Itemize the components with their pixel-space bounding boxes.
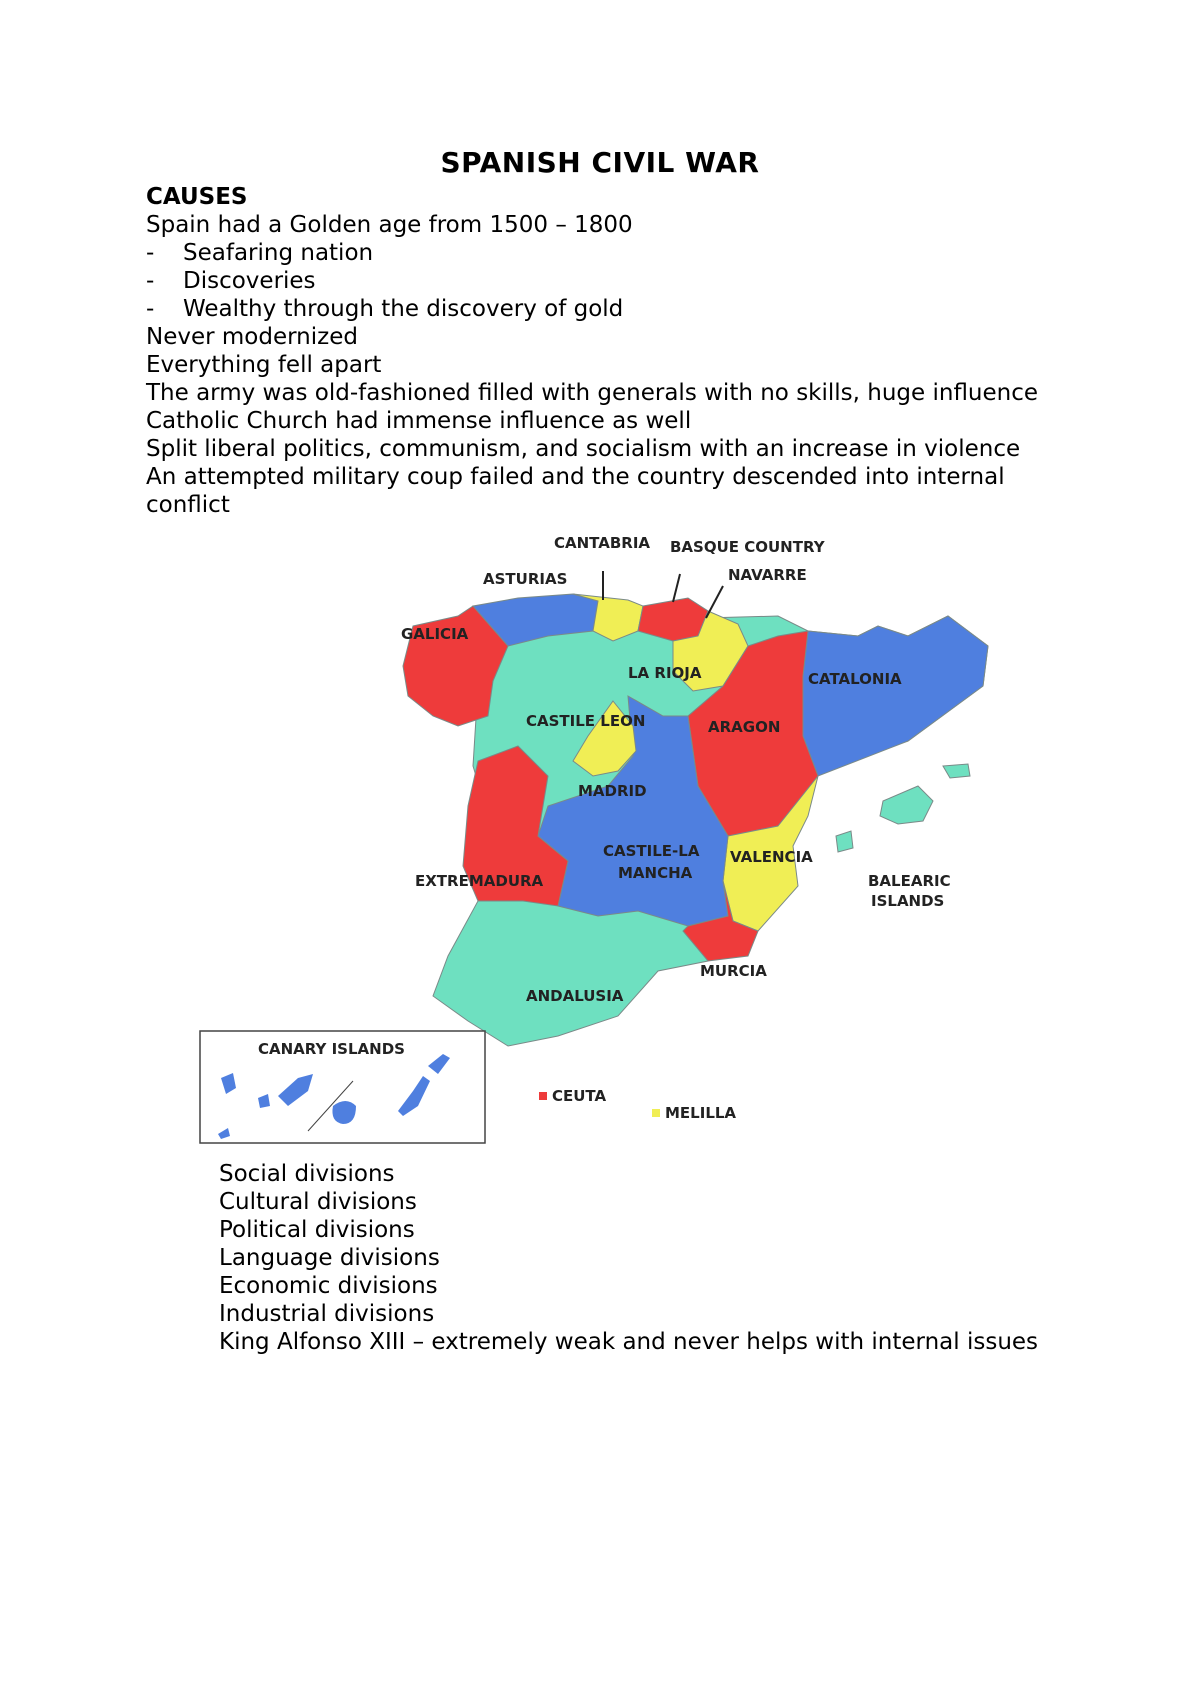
- region-catalonia: [803, 616, 988, 776]
- balearic-ibiza: [836, 831, 853, 852]
- bullet-item: - Seafaring nation: [146, 240, 374, 266]
- label-extremadura: EXTREMADURA: [415, 872, 544, 890]
- label-la-rioja: LA RIOJA: [628, 664, 702, 682]
- label-balearic-2: ISLANDS: [871, 892, 945, 910]
- label-castile-la-mancha-2: MANCHA: [618, 864, 693, 882]
- label-madrid: MADRID: [578, 782, 647, 800]
- label-melilla: MELILLA: [665, 1104, 737, 1122]
- cause-line: Everything fell apart: [146, 352, 382, 378]
- label-galicia: GALICIA: [401, 625, 469, 643]
- bullet-text: Seafaring nation: [183, 240, 374, 266]
- label-catalonia: CATALONIA: [808, 670, 902, 688]
- division-line: King Alfonso XIII – extremely weak and never helps with internal issues: [219, 1329, 1039, 1355]
- cause-line: Split liberal politics, communism, and socialism with an increase in violence: [146, 436, 1021, 462]
- page-title: SPANISH CIVIL WAR: [440, 146, 760, 179]
- melilla-marker: [652, 1109, 660, 1117]
- label-andalusia: ANDALUSIA: [526, 987, 624, 1005]
- label-castile-leon: CASTILE LEON: [526, 712, 646, 730]
- label-canary-islands: CANARY ISLANDS: [258, 1040, 405, 1058]
- causes-heading: CAUSES: [146, 184, 248, 210]
- bullet-text: Discoveries: [183, 268, 316, 294]
- division-line: Economic divisions: [219, 1273, 438, 1299]
- label-cantabria: CANTABRIA: [554, 534, 651, 552]
- division-line: Language divisions: [219, 1245, 440, 1271]
- bullet-item: - Wealthy through the discovery of gold: [146, 296, 624, 322]
- cause-line: Catholic Church had immense influence as well: [146, 408, 692, 434]
- ceuta-marker: [539, 1092, 547, 1100]
- cause-line: The army was old-fashioned filled with generals with no skills, huge influence: [146, 380, 1039, 406]
- divisions-section: [219, 1160, 1079, 1356]
- cause-line: Never modernized: [146, 324, 358, 350]
- bullet-item: - Discoveries: [146, 268, 316, 294]
- division-line: Social divisions: [219, 1161, 395, 1187]
- bullet-text: Wealthy through the discovery of gold: [183, 296, 624, 322]
- spain-regions-map: [218, 534, 1058, 1166]
- balearic-minorca: [943, 764, 970, 778]
- label-aragon: ARAGON: [708, 718, 781, 736]
- label-balearic-1: BALEARIC: [868, 872, 951, 890]
- division-line: Political divisions: [219, 1217, 415, 1243]
- balearic-majorca: [880, 786, 933, 824]
- causes-section: [146, 183, 1066, 519]
- cause-line: An attempted military coup failed and the country descended into internal conflict: [146, 464, 1005, 518]
- label-navarre: NAVARRE: [728, 566, 807, 584]
- label-ceuta: CEUTA: [552, 1087, 607, 1105]
- division-line: Cultural divisions: [219, 1189, 417, 1215]
- label-basque-country: BASQUE COUNTRY: [670, 538, 825, 556]
- division-line: Industrial divisions: [219, 1301, 435, 1327]
- label-asturias: ASTURIAS: [483, 570, 568, 588]
- label-valencia: VALENCIA: [730, 848, 813, 866]
- causes-intro: Spain had a Golden age from 1500 – 1800: [146, 212, 633, 238]
- label-castile-la-mancha-1: CASTILE-LA: [603, 842, 700, 860]
- label-murcia: MURCIA: [700, 962, 767, 980]
